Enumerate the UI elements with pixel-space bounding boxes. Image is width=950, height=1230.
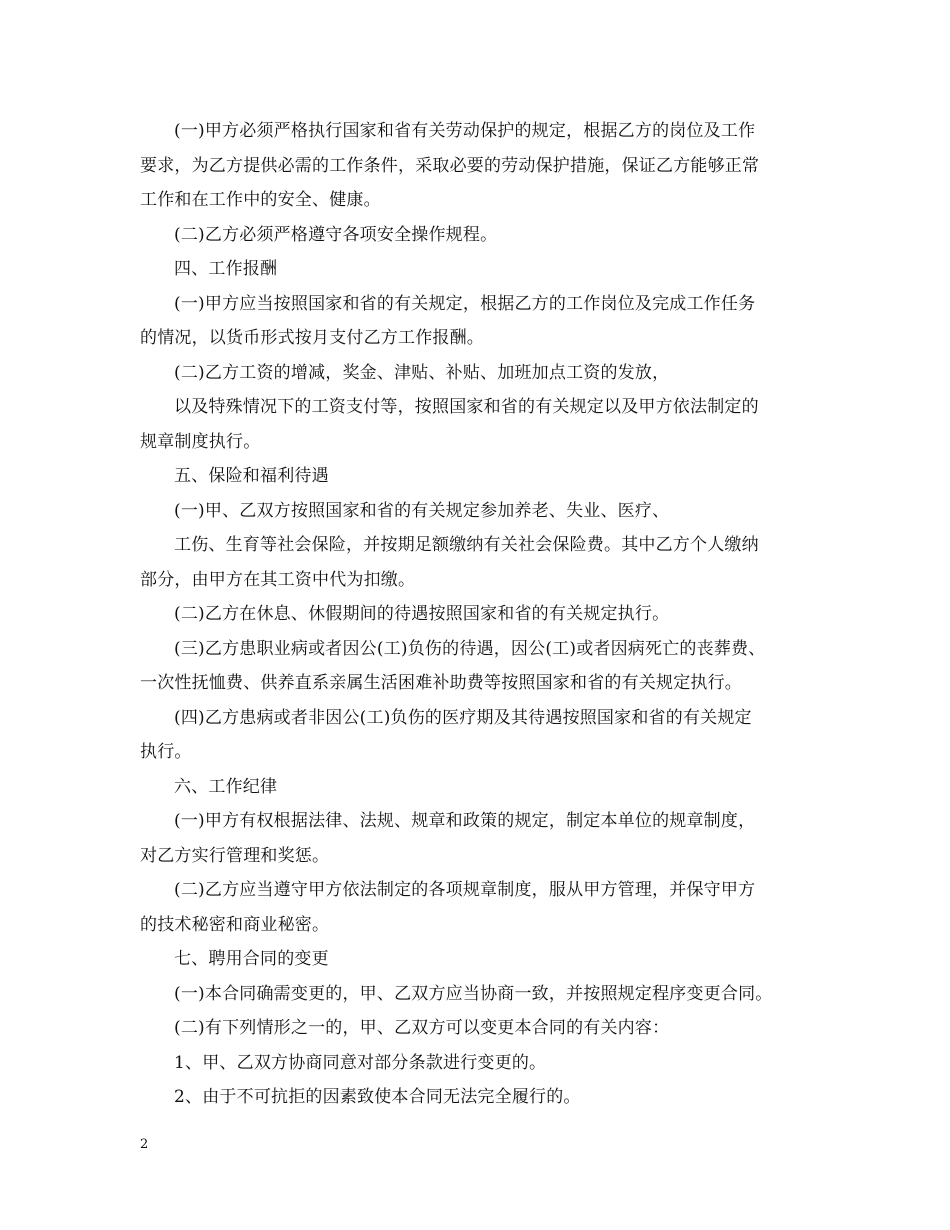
- paragraph-line: (三)乙方患职业病或者因公(工)负伤的待遇，因公(工)或者因病死亡的丧葬费、: [174, 638, 766, 659]
- paragraph-line: 的情况，以货币形式按月支付乙方工作报酬。: [140, 328, 484, 348]
- page-number: 2: [140, 1137, 149, 1152]
- section-heading: 七、聘用合同的变更: [174, 949, 329, 969]
- section-heading: 四、工作报酬: [174, 259, 278, 279]
- paragraph-line: (一)甲方有权根据法律、法规、规章和政策的规定，制定本单位的规章制度，: [174, 811, 756, 831]
- paragraph-line: 一次性抚恤费、供养直系亲属生活困难补助费等按照国家和省的有关规定执行。: [140, 673, 742, 693]
- paragraph-line: (二)有下列情形之一的，甲、乙双方可以变更本合同的有关内容：: [174, 1018, 670, 1038]
- paragraph-line: (二)乙方工资的增减，奖金、津贴、补贴、加班加点工资的发放，: [174, 362, 670, 383]
- paragraph-line: 工作和在工作中的安全、健康。: [140, 190, 381, 210]
- paragraph-line: (二)乙方在休息、休假期间的待遇按照国家和省的有关规定执行。: [174, 604, 670, 624]
- paragraph-line: (一)本合同确需变更的，甲、乙双方应当协商一致，并按照规定程序变更合同。: [174, 983, 773, 1004]
- list-item: 2、由于不可抗拒的因素致使本合同无法完全履行的。: [174, 1087, 581, 1107]
- paragraph-line: 对乙方实行管理和奖惩。: [140, 845, 330, 866]
- paragraph-line: 部分，由甲方在其工资中代为扣缴。: [140, 569, 416, 590]
- paragraph-line: 执行。: [140, 742, 192, 762]
- paragraph-line: 以及特殊情况下的工资支付等，按照国家和省的有关规定以及甲方依法制定的: [174, 397, 759, 417]
- section-heading: 六、工作纪律: [174, 776, 278, 797]
- document-body: [140, 114, 820, 1115]
- paragraph-line: 工伤、生育等社会保险，并按期足额缴纳有关社会保险费。其中乙方个人缴纳: [174, 535, 759, 555]
- paragraph-line: 规章制度执行。: [140, 431, 261, 452]
- paragraph-line: 要求，为乙方提供必需的工作条件，采取必要的劳动保护措施，保证乙方能够正常: [140, 155, 760, 176]
- list-item: 1、甲、乙双方协商同意对部分条款进行变更的。: [174, 1052, 547, 1073]
- paragraph-line: (四)乙方患病或者非因公(工)负伤的医疗期及其待遇按照国家和省的有关规定: [174, 707, 752, 728]
- paragraph-line: (二)乙方应当遵守甲方依法制定的各项规章制度，服从甲方管理，并保守甲方: [174, 880, 756, 900]
- paragraph-line: (一)甲方应当按照国家和省的有关规定，根据乙方的工作岗位及完成工作任务: [174, 293, 756, 314]
- paragraph-line: (二)乙方必须严格遵守各项安全操作规程。: [174, 224, 498, 245]
- paragraph-line: (一)甲、乙双方按照国家和省的有关规定参加养老、失业、医疗、: [174, 500, 670, 521]
- section-heading: 五、保险和福利待遇: [174, 466, 329, 486]
- paragraph-line: 的技术秘密和商业秘密。: [140, 914, 330, 935]
- paragraph-line: (一)甲方必须严格执行国家和省有关劳动保护的规定，根据乙方的岗位及工作: [174, 121, 756, 141]
